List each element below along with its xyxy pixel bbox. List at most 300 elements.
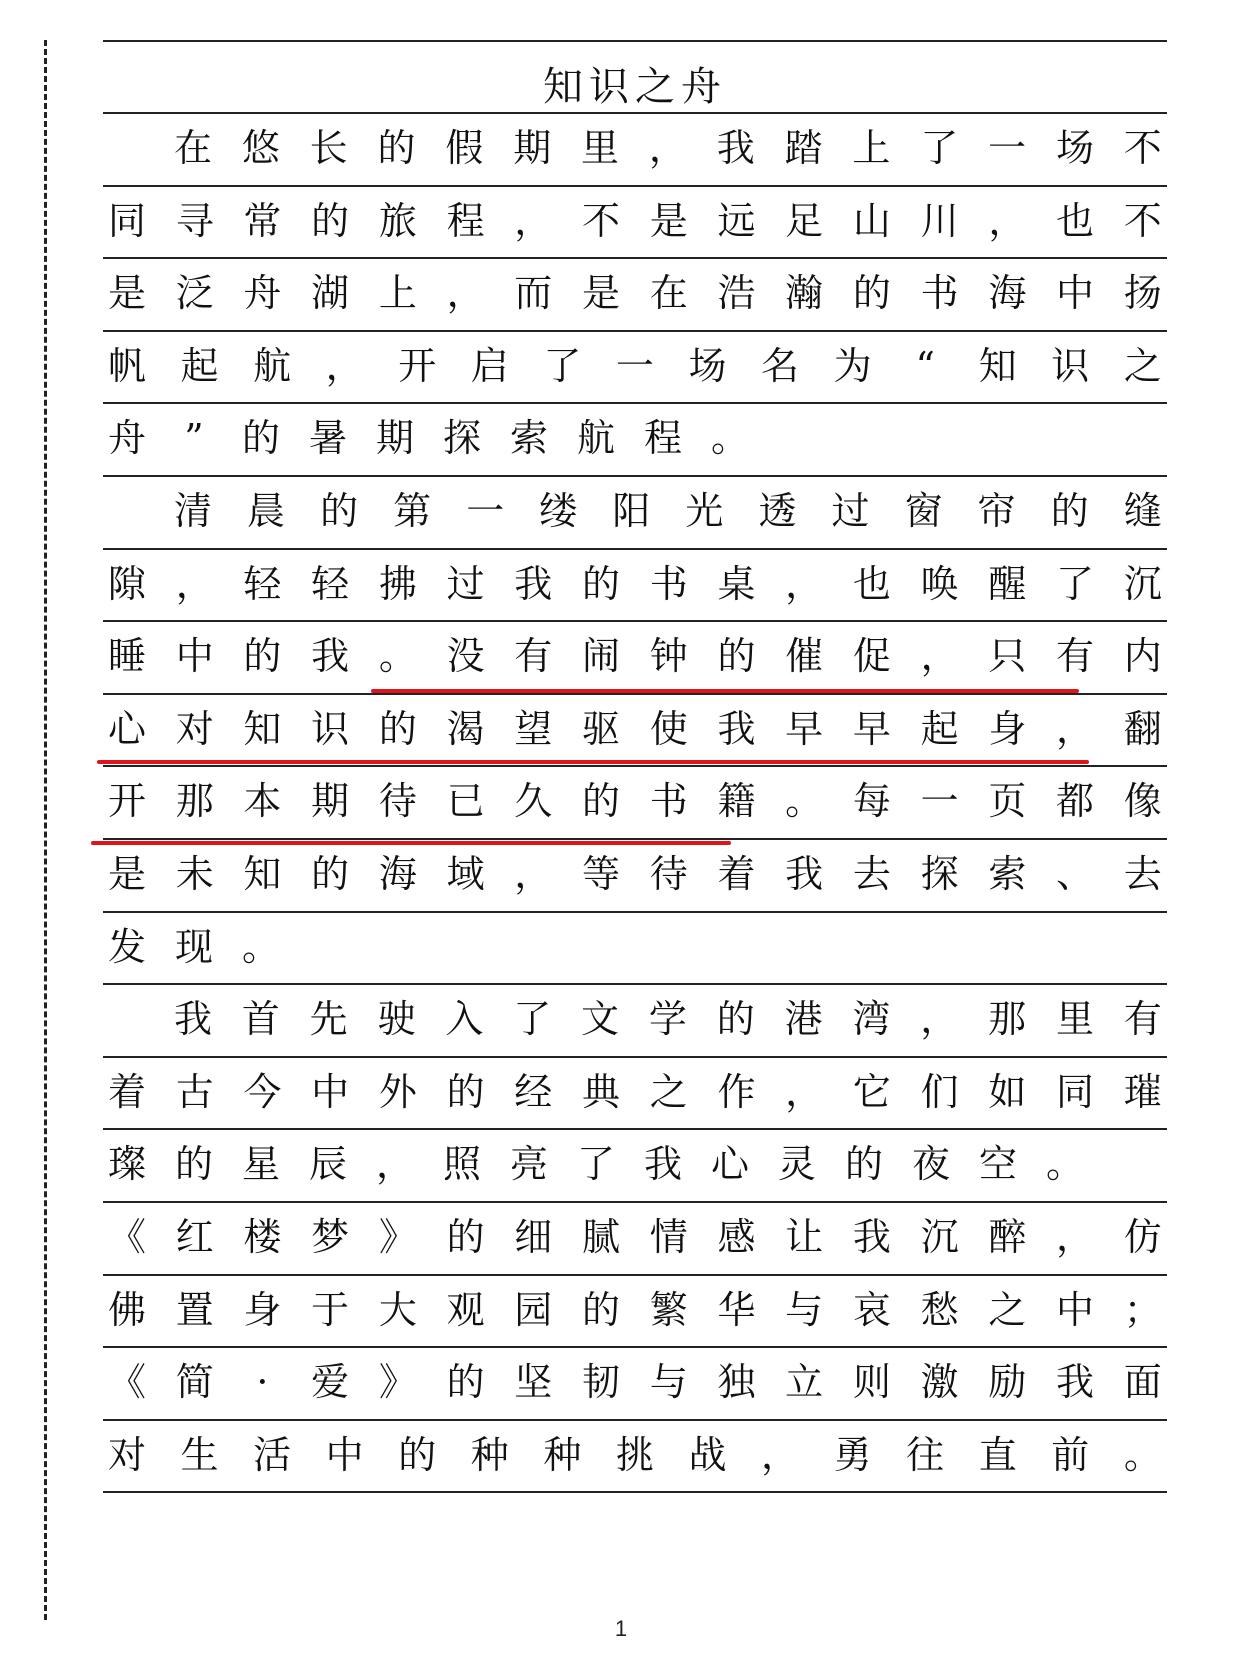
binding-margin-dashed-line bbox=[44, 40, 47, 1620]
text-char: 而 bbox=[514, 271, 553, 315]
text-char: 《 bbox=[107, 1215, 146, 1259]
text-char: 醉 bbox=[988, 1215, 1027, 1259]
text-char: 让 bbox=[785, 1215, 824, 1259]
rule-line bbox=[103, 1201, 1167, 1203]
text-char: 暑 bbox=[308, 416, 347, 460]
text-char: 置 bbox=[175, 1288, 214, 1332]
text-char: ， bbox=[648, 126, 687, 170]
text-char: 轻 bbox=[311, 562, 350, 606]
text-char: 瀚 bbox=[785, 271, 824, 315]
text-char: 我 bbox=[514, 562, 553, 606]
text-line bbox=[103, 1280, 1167, 1340]
text-char: 只 bbox=[988, 634, 1027, 678]
text-char: 一 bbox=[466, 489, 505, 533]
text-char: 未 bbox=[175, 852, 214, 896]
text-char: 舟 bbox=[107, 416, 146, 460]
text-char: 我 bbox=[643, 1142, 682, 1186]
text-char: 港 bbox=[784, 997, 823, 1041]
text-char: 里 bbox=[1055, 997, 1094, 1041]
text-char: 《 bbox=[107, 1360, 146, 1404]
text-char: ， bbox=[514, 199, 553, 243]
text-char: 轻 bbox=[243, 562, 282, 606]
text-char: 也 bbox=[1056, 199, 1095, 243]
text-char: 的 bbox=[311, 199, 350, 243]
rule-line bbox=[103, 40, 1167, 42]
text-char: 如 bbox=[988, 1070, 1027, 1114]
text-char: 的 bbox=[320, 489, 359, 533]
rule-line bbox=[103, 548, 1167, 550]
text-char: 亮 bbox=[509, 1142, 548, 1186]
text-char: 。 bbox=[785, 779, 824, 823]
text-char: 之 bbox=[988, 1288, 1027, 1332]
text-char: 我 bbox=[173, 997, 212, 1041]
text-char: 红 bbox=[175, 1215, 214, 1259]
text-char: 入 bbox=[445, 997, 484, 1041]
text-char: 上 bbox=[378, 271, 417, 315]
text-char: 待 bbox=[649, 852, 688, 896]
text-char: 页 bbox=[988, 779, 1027, 823]
text-char: 名 bbox=[761, 344, 800, 388]
text-char: ， bbox=[920, 997, 959, 1041]
text-char: 观 bbox=[446, 1288, 485, 1332]
text-char: 中 bbox=[1056, 271, 1095, 315]
text-char: 有 bbox=[1123, 997, 1162, 1041]
text-char: 渴 bbox=[446, 707, 485, 751]
text-char: 扬 bbox=[1123, 271, 1162, 315]
text-char: ， bbox=[785, 1070, 824, 1114]
text-char: 立 bbox=[785, 1360, 824, 1404]
text-char: 夜 bbox=[911, 1142, 950, 1186]
text-char: 缕 bbox=[539, 489, 578, 533]
text-char: 。 bbox=[1123, 1433, 1162, 1477]
text-char: 舟 bbox=[243, 271, 282, 315]
text-char: 现 bbox=[174, 925, 213, 969]
text-char: 经 bbox=[514, 1070, 553, 1114]
text-char: 不 bbox=[1123, 126, 1162, 170]
text-char: 的 bbox=[243, 634, 282, 678]
text-char: 程 bbox=[446, 199, 485, 243]
text-line bbox=[103, 263, 1167, 323]
text-char: 悠 bbox=[241, 126, 280, 170]
text-char: 》 bbox=[378, 1215, 417, 1259]
text-char: 的 bbox=[582, 779, 621, 823]
text-char: 探 bbox=[920, 852, 959, 896]
text-char: 》 bbox=[378, 1360, 417, 1404]
text-char: 哀 bbox=[852, 1288, 891, 1332]
text-char: ， bbox=[761, 1433, 800, 1477]
red-underline-1 bbox=[371, 689, 1079, 693]
text-char: 我 bbox=[785, 852, 824, 896]
text-char: 不 bbox=[582, 199, 621, 243]
page-title: 知识之舟 bbox=[543, 63, 727, 110]
text-char: 知 bbox=[243, 707, 282, 751]
text-char: 对 bbox=[107, 1433, 146, 1477]
text-char: 励 bbox=[988, 1360, 1027, 1404]
text-char: 往 bbox=[906, 1433, 945, 1477]
red-underline-3 bbox=[91, 841, 731, 845]
text-char: 旅 bbox=[378, 199, 417, 243]
text-char: 场 bbox=[688, 344, 727, 388]
text-char: 的 bbox=[844, 1142, 883, 1186]
text-char: 与 bbox=[785, 1288, 824, 1332]
text-char: 空 bbox=[978, 1142, 1017, 1186]
text-char: 们 bbox=[920, 1070, 959, 1114]
text-char: 假 bbox=[445, 126, 484, 170]
text-char: 则 bbox=[852, 1360, 891, 1404]
text-char: 催 bbox=[785, 634, 824, 678]
text-char: 像 bbox=[1123, 779, 1162, 823]
text-char: 对 bbox=[175, 707, 214, 751]
text-char: 常 bbox=[243, 199, 282, 243]
rule-line bbox=[103, 838, 1167, 840]
text-char: 繁 bbox=[649, 1288, 688, 1332]
text-char: 起 bbox=[180, 344, 219, 388]
text-char: 远 bbox=[717, 199, 756, 243]
text-char: 泛 bbox=[175, 271, 214, 315]
text-char: 璀 bbox=[1123, 1070, 1162, 1114]
text-char: 山 bbox=[852, 199, 891, 243]
text-char: 同 bbox=[107, 199, 146, 243]
text-line bbox=[103, 1134, 1167, 1194]
text-char: 园 bbox=[514, 1288, 553, 1332]
text-char: 之 bbox=[649, 1070, 688, 1114]
text-char: 它 bbox=[852, 1070, 891, 1114]
text-char: 楼 bbox=[243, 1215, 282, 1259]
text-char: 海 bbox=[378, 852, 417, 896]
text-char: 航 bbox=[576, 416, 615, 460]
text-char: 索 bbox=[988, 852, 1027, 896]
text-char: 我 bbox=[311, 634, 350, 678]
text-char: 光 bbox=[685, 489, 724, 533]
text-char: 星 bbox=[241, 1142, 280, 1186]
text-char: 有 bbox=[514, 634, 553, 678]
text-char: 典 bbox=[582, 1070, 621, 1114]
rule-line bbox=[103, 765, 1167, 767]
text-char: 开 bbox=[398, 344, 437, 388]
text-char: 种 bbox=[543, 1433, 582, 1477]
text-char: 那 bbox=[988, 997, 1027, 1041]
text-char: 浩 bbox=[717, 271, 756, 315]
text-line bbox=[103, 626, 1167, 686]
text-char: 闹 bbox=[582, 634, 621, 678]
text-char: 醒 bbox=[988, 562, 1027, 606]
text-char: 学 bbox=[648, 997, 687, 1041]
text-char: 的 bbox=[311, 852, 350, 896]
text-line bbox=[103, 1062, 1167, 1122]
text-char: 的 bbox=[582, 562, 621, 606]
text-char: 的 bbox=[1050, 489, 1089, 533]
text-char: 面 bbox=[1123, 1360, 1162, 1404]
text-char: 情 bbox=[649, 1215, 688, 1259]
text-char: 的 bbox=[241, 416, 280, 460]
text-char: 里 bbox=[581, 126, 620, 170]
rule-line bbox=[103, 1128, 1167, 1130]
text-char: ， bbox=[175, 562, 214, 606]
text-char: 不 bbox=[1123, 199, 1162, 243]
text-char: ， bbox=[920, 634, 959, 678]
text-char: 长 bbox=[309, 126, 348, 170]
text-char: 。 bbox=[378, 634, 417, 678]
text-char: 在 bbox=[649, 271, 688, 315]
red-underline-2 bbox=[97, 760, 1089, 764]
rule-line bbox=[103, 1419, 1167, 1421]
text-char: 是 bbox=[649, 199, 688, 243]
text-char: 的 bbox=[446, 1215, 485, 1259]
text-char: 我 bbox=[852, 1215, 891, 1259]
text-char: 了 bbox=[576, 1142, 615, 1186]
text-char: 过 bbox=[446, 562, 485, 606]
text-char: 书 bbox=[920, 271, 959, 315]
text-char: 同 bbox=[1056, 1070, 1095, 1114]
rule-line bbox=[103, 185, 1167, 187]
text-char: 川 bbox=[920, 199, 959, 243]
text-char: ， bbox=[988, 199, 1027, 243]
text-char: 我 bbox=[716, 126, 755, 170]
text-char: 、 bbox=[1056, 852, 1095, 896]
text-char: 心 bbox=[107, 707, 146, 751]
text-char: 上 bbox=[852, 126, 891, 170]
text-char: 的 bbox=[378, 707, 417, 751]
text-char: 中 bbox=[311, 1070, 350, 1114]
rule-line bbox=[103, 475, 1167, 477]
text-char: 华 bbox=[717, 1288, 756, 1332]
text-char: 早 bbox=[785, 707, 824, 751]
text-char: 已 bbox=[446, 779, 485, 823]
text-line bbox=[103, 191, 1167, 251]
text-char: 每 bbox=[852, 779, 891, 823]
text-char: 促 bbox=[852, 634, 891, 678]
text-char: 翻 bbox=[1123, 707, 1162, 751]
text-char: 了 bbox=[513, 997, 552, 1041]
rule-line bbox=[103, 1346, 1167, 1348]
text-line bbox=[103, 1352, 1167, 1412]
text-char: 。 bbox=[1045, 1142, 1084, 1186]
text-char: 独 bbox=[717, 1360, 756, 1404]
text-char: ； bbox=[1123, 1288, 1162, 1332]
text-char: 梦 bbox=[311, 1215, 350, 1259]
text-char: 是 bbox=[107, 271, 146, 315]
text-char: 于 bbox=[311, 1288, 350, 1332]
text-char: 期 bbox=[311, 779, 350, 823]
text-char: 先 bbox=[309, 997, 348, 1041]
text-char: 战 bbox=[688, 1433, 727, 1477]
text-char: 晨 bbox=[247, 489, 286, 533]
text-line bbox=[103, 989, 1167, 1049]
text-char: 的 bbox=[716, 997, 755, 1041]
text-line bbox=[103, 844, 1167, 904]
text-char: 生 bbox=[180, 1433, 219, 1477]
text-char: 是 bbox=[582, 271, 621, 315]
rule-line bbox=[103, 1056, 1167, 1058]
text-char: 着 bbox=[717, 852, 756, 896]
text-char: 中 bbox=[175, 634, 214, 678]
text-line bbox=[103, 1425, 1167, 1485]
text-char: 透 bbox=[758, 489, 797, 533]
text-char: 中 bbox=[325, 1433, 364, 1477]
text-char: 的 bbox=[446, 1070, 485, 1114]
text-char: 我 bbox=[717, 707, 756, 751]
text-char: 是 bbox=[107, 852, 146, 896]
text-char: 域 bbox=[446, 852, 485, 896]
text-char: 照 bbox=[442, 1142, 481, 1186]
text-char: 古 bbox=[175, 1070, 214, 1114]
text-char: 识 bbox=[311, 707, 350, 751]
text-char: 缝 bbox=[1123, 489, 1162, 533]
text-char: 探 bbox=[442, 416, 481, 460]
text-char: 爱 bbox=[311, 1360, 350, 1404]
text-char: 了 bbox=[543, 344, 582, 388]
text-char: 之 bbox=[1123, 344, 1162, 388]
text-char: 一 bbox=[988, 126, 1027, 170]
text-char: 的 bbox=[582, 1288, 621, 1332]
text-char: 灵 bbox=[777, 1142, 816, 1186]
text-char: 的 bbox=[717, 634, 756, 678]
rule-line bbox=[103, 1491, 1167, 1493]
text-char: 知 bbox=[243, 852, 282, 896]
text-char: 心 bbox=[710, 1142, 749, 1186]
text-char: ， bbox=[325, 344, 364, 388]
text-char: 勇 bbox=[833, 1433, 872, 1477]
text-char: 望 bbox=[514, 707, 553, 751]
text-char: ， bbox=[1056, 707, 1095, 751]
text-char: 一 bbox=[615, 344, 654, 388]
text-char: 阳 bbox=[612, 489, 651, 533]
text-char: 仿 bbox=[1123, 1215, 1162, 1259]
text-char: “ bbox=[915, 344, 935, 388]
rule-line bbox=[103, 693, 1167, 695]
text-char: 那 bbox=[175, 779, 214, 823]
text-char: 场 bbox=[1055, 126, 1094, 170]
text-char: 驱 bbox=[582, 707, 621, 751]
text-char: 籍 bbox=[717, 779, 756, 823]
text-char: 一 bbox=[920, 779, 959, 823]
text-char: 待 bbox=[378, 779, 417, 823]
text-char: 程 bbox=[643, 416, 682, 460]
text-char: 了 bbox=[1056, 562, 1095, 606]
text-char: 与 bbox=[649, 1360, 688, 1404]
text-char: 有 bbox=[1056, 634, 1095, 678]
text-char: 期 bbox=[513, 126, 552, 170]
text-line bbox=[103, 699, 1167, 759]
text-char: 没 bbox=[446, 634, 485, 678]
text-char: 辰 bbox=[308, 1142, 347, 1186]
text-char: 璨 bbox=[107, 1142, 146, 1186]
text-line bbox=[103, 118, 1167, 178]
text-char: 。 bbox=[241, 925, 280, 969]
text-char: 感 bbox=[717, 1215, 756, 1259]
text-char: 坚 bbox=[514, 1360, 553, 1404]
text-char: 发 bbox=[107, 925, 146, 969]
page-number: 1 bbox=[614, 1616, 628, 1641]
text-line bbox=[103, 408, 1167, 468]
text-char: ， bbox=[514, 852, 553, 896]
rule-line bbox=[103, 1274, 1167, 1276]
text-char: 隙 bbox=[107, 562, 146, 606]
text-char: 在 bbox=[173, 126, 212, 170]
rule-line bbox=[103, 620, 1167, 622]
text-char: ， bbox=[1056, 1215, 1095, 1259]
text-char: 沉 bbox=[920, 1215, 959, 1259]
rule-line bbox=[103, 911, 1167, 913]
text-char: 寻 bbox=[175, 199, 214, 243]
text-char: 直 bbox=[978, 1433, 1017, 1477]
text-char: 早 bbox=[852, 707, 891, 751]
text-char: 起 bbox=[920, 707, 959, 751]
text-char: 着 bbox=[107, 1070, 146, 1114]
text-char: 驶 bbox=[377, 997, 416, 1041]
text-char: 挑 bbox=[615, 1433, 654, 1477]
text-char: 我 bbox=[1056, 1360, 1095, 1404]
text-char: 海 bbox=[988, 271, 1027, 315]
text-char: 的 bbox=[852, 271, 891, 315]
text-char: 腻 bbox=[582, 1215, 621, 1259]
text-line bbox=[103, 1207, 1167, 1267]
text-char: 等 bbox=[582, 852, 621, 896]
text-char: 首 bbox=[241, 997, 280, 1041]
text-char: 帆 bbox=[107, 344, 146, 388]
text-char: 身 bbox=[988, 707, 1027, 751]
text-char: 窗 bbox=[904, 489, 943, 533]
text-line bbox=[103, 481, 1167, 541]
text-line bbox=[103, 554, 1167, 614]
text-char: 去 bbox=[852, 852, 891, 896]
text-char: 的 bbox=[446, 1360, 485, 1404]
text-char: 为 bbox=[833, 344, 872, 388]
text-char: 外 bbox=[378, 1070, 417, 1114]
text-char: 知 bbox=[978, 344, 1017, 388]
text-char: 也 bbox=[852, 562, 891, 606]
text-char: 书 bbox=[649, 562, 688, 606]
text-char: 湾 bbox=[852, 997, 891, 1041]
text-char: 使 bbox=[649, 707, 688, 751]
text-char: 佛 bbox=[107, 1288, 146, 1332]
text-char: 湖 bbox=[311, 271, 350, 315]
text-char: 活 bbox=[253, 1433, 292, 1477]
rule-line bbox=[103, 402, 1167, 404]
text-char: 踏 bbox=[784, 126, 823, 170]
text-char: 去 bbox=[1123, 852, 1162, 896]
text-char: 。 bbox=[710, 416, 749, 460]
text-char: 识 bbox=[1051, 344, 1090, 388]
text-char: 书 bbox=[649, 779, 688, 823]
text-char: 大 bbox=[378, 1288, 417, 1332]
text-char: 韧 bbox=[582, 1360, 621, 1404]
text-char: 了 bbox=[920, 126, 959, 170]
rule-line bbox=[103, 257, 1167, 259]
text-char: 期 bbox=[375, 416, 414, 460]
text-char: 启 bbox=[470, 344, 509, 388]
text-line bbox=[103, 917, 1167, 977]
text-char: ” bbox=[184, 416, 204, 460]
text-char: 激 bbox=[920, 1360, 959, 1404]
text-char: 种 bbox=[470, 1433, 509, 1477]
text-char: 睡 bbox=[107, 634, 146, 678]
text-char: 愁 bbox=[920, 1288, 959, 1332]
text-char: 唤 bbox=[920, 562, 959, 606]
text-char: 的 bbox=[377, 126, 416, 170]
text-char: 内 bbox=[1123, 634, 1162, 678]
text-char: ， bbox=[446, 271, 485, 315]
text-char: 都 bbox=[1056, 779, 1095, 823]
text-char: 航 bbox=[253, 344, 292, 388]
text-char: 过 bbox=[831, 489, 870, 533]
text-char: 久 bbox=[514, 779, 553, 823]
text-char: 索 bbox=[509, 416, 548, 460]
text-char: 拂 bbox=[378, 562, 417, 606]
text-line bbox=[103, 771, 1167, 831]
text-char: 的 bbox=[398, 1433, 437, 1477]
text-char: 帘 bbox=[977, 489, 1016, 533]
